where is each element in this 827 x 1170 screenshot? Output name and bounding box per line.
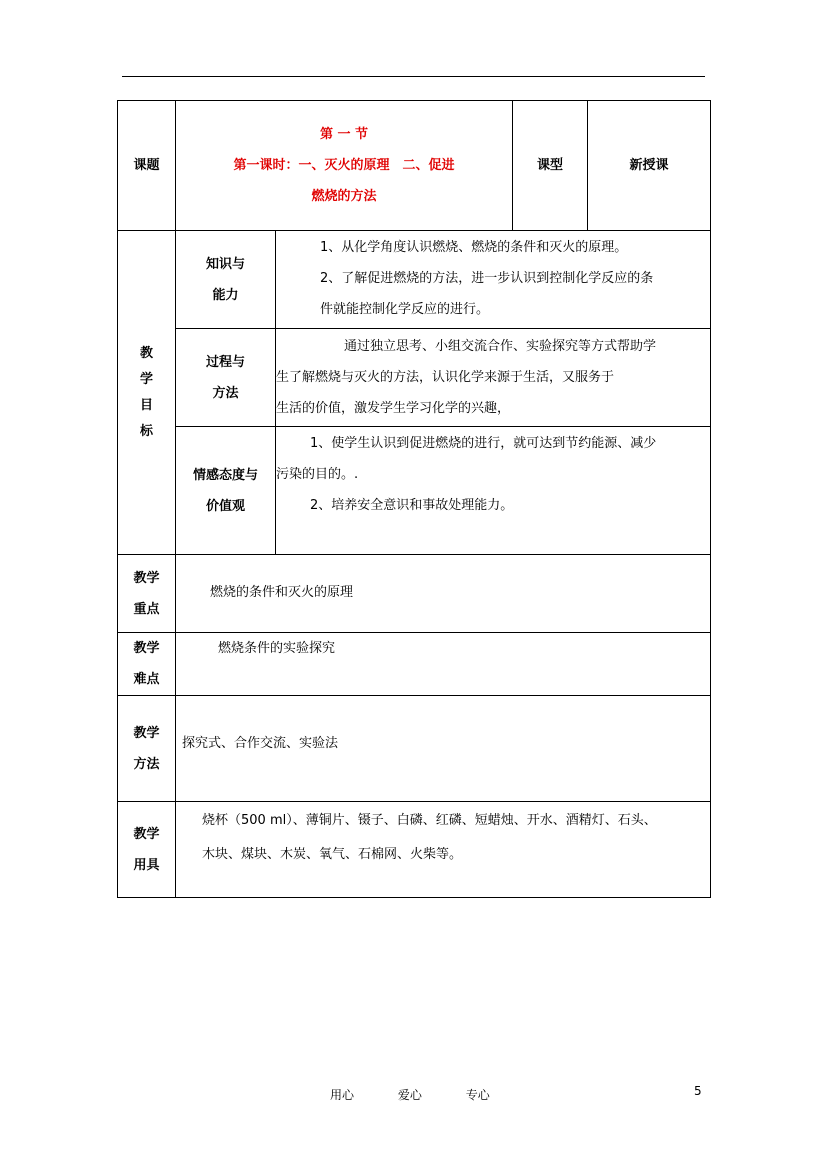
materials-row — [118, 802, 711, 898]
attitude-item-1b: 污染的目的。. — [276, 467, 359, 482]
header-rule — [122, 76, 705, 77]
process-text-c: 生活的价值，激发学生学习化学的兴趣， — [276, 401, 511, 416]
knowledge-label — [176, 231, 276, 329]
key-point-text: 燃烧的条件和灭火的原理 — [176, 555, 711, 633]
knowledge-item-1: 1、从化学角度认识燃烧、燃烧的条件和灭火的原理。 — [320, 240, 628, 255]
method-text: 探究式、合作交流、实验法 — [176, 696, 711, 802]
footer-item-2: 爱心 — [397, 1088, 422, 1102]
goal-attitude-row — [118, 427, 711, 555]
method-label-line-1: 教学 — [133, 725, 160, 741]
key-point-label-line-1: 教学 — [133, 570, 160, 586]
attitude-content — [276, 427, 711, 555]
attitude-label — [176, 427, 276, 555]
key-point-label-line-2: 重点 — [133, 601, 160, 617]
lesson-plan-table — [117, 100, 711, 898]
method-label — [118, 696, 176, 802]
process-content — [276, 329, 711, 427]
knowledge-item-2b: 件就能控制化学反应的进行。 — [320, 302, 490, 317]
goals-label-char-2: 学 — [139, 371, 153, 387]
attitude-label-line-2: 价值观 — [205, 498, 245, 514]
key-point-label — [118, 555, 176, 633]
topic-label: 课题 — [118, 101, 176, 231]
difficulty-text: 燃烧条件的实验探究 — [176, 633, 711, 696]
title-row — [118, 101, 711, 231]
difficulty-row — [118, 633, 711, 696]
process-label-line-1: 过程与 — [205, 354, 245, 370]
goal-process-row — [118, 329, 711, 427]
attitude-item-1a: 1、使学生认识到促进燃烧的进行，就可达到节约能源、减少 — [310, 436, 657, 451]
materials-text-b: 木块、煤块、木炭、氧气、石棉网、火柴等。 — [202, 847, 463, 862]
method-label-line-2: 方法 — [133, 756, 160, 772]
goals-label-char-3: 目 — [139, 397, 153, 413]
title-line-2: 第一课时：一、灭火的原理 二、促进 — [233, 158, 455, 173]
process-text-b: 生了解燃烧与灭火的方法，认识化学来源于生活，又服务于 — [276, 370, 615, 385]
knowledge-content — [276, 231, 711, 329]
type-value: 新授课 — [588, 101, 711, 231]
method-row — [118, 696, 711, 802]
difficulty-label-line-1: 教学 — [133, 641, 160, 656]
process-label — [176, 329, 276, 427]
knowledge-item-2a: 2、了解促进燃烧的方法，进一步认识到控制化学反应的条 — [320, 271, 654, 286]
knowledge-label-line-1: 知识与 — [205, 256, 245, 272]
footer — [330, 1086, 530, 1103]
key-point-row — [118, 555, 711, 633]
goal-knowledge-row — [118, 231, 711, 329]
title-line-3: 燃烧的方法 — [311, 189, 377, 204]
materials-text-a: 烧杯（500 ml）、薄铜片、镊子、白磷、红磷、短蜡烛、开水、酒精灯、石头、 — [202, 813, 657, 828]
title-line-1: 第 一 节 — [319, 127, 369, 142]
footer-item-1: 用心 — [330, 1088, 355, 1102]
materials-label — [118, 802, 176, 898]
materials-label-line-2: 用具 — [133, 857, 160, 873]
attitude-label-line-1: 情感态度与 — [192, 467, 258, 483]
process-text-a: 通过独立思考、小组交流合作、实验探究等方式帮助学 — [344, 339, 657, 354]
difficulty-label-line-2: 难点 — [133, 672, 160, 687]
materials-label-line-1: 教学 — [133, 826, 160, 842]
knowledge-label-line-2: 能力 — [212, 287, 239, 303]
footer-item-3: 专心 — [465, 1088, 490, 1102]
goals-label — [118, 231, 176, 555]
process-label-line-2: 方法 — [212, 385, 239, 401]
attitude-item-2: 2、培养安全意识和事故处理能力。 — [310, 498, 514, 513]
type-label: 课型 — [513, 101, 588, 231]
materials-content — [176, 802, 711, 898]
page-number: 5 — [694, 1084, 702, 1098]
lesson-title — [176, 101, 513, 231]
goals-label-char-4: 标 — [139, 423, 153, 439]
difficulty-label — [118, 633, 176, 696]
goals-label-char-1: 教 — [139, 345, 153, 361]
